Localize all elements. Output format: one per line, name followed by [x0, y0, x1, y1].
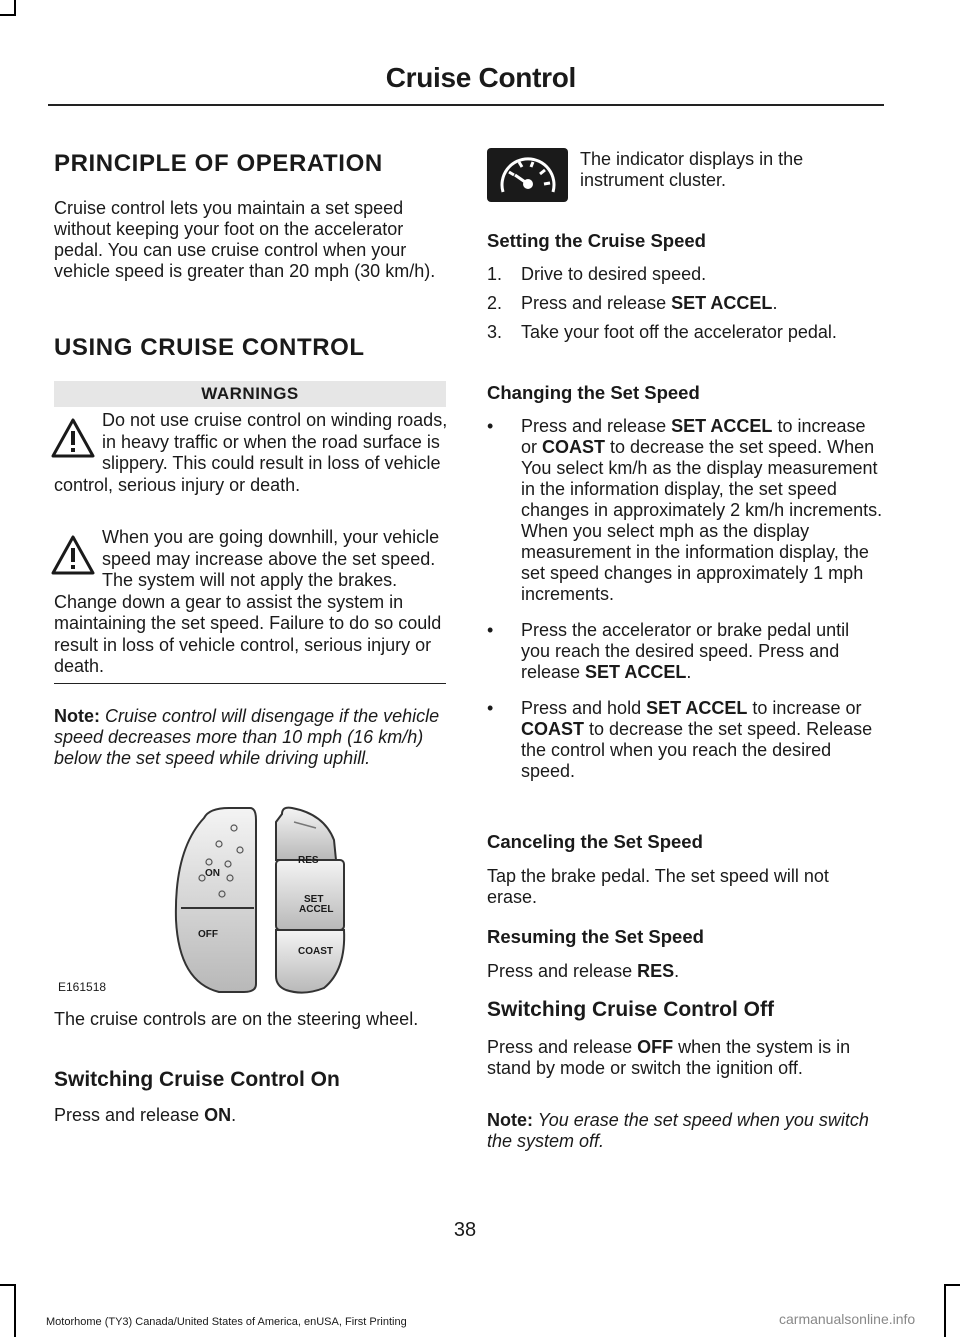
note-label: Note:: [487, 1110, 533, 1130]
off-heading: Switching Cruise Control Off: [487, 998, 774, 1021]
bullet-text: Press and release: [521, 416, 672, 436]
canceling-heading: Canceling the Set Speed: [487, 831, 703, 852]
switch-on-keyword: ON: [204, 1105, 232, 1125]
bullet-keyword: SET ACCEL: [671, 416, 773, 436]
warning-1-text: Do not use cruise control on winding roads, in heavy traffic or when the road surface is slippery. This could result in loss of vehicle control, serious injury or death.: [54, 410, 448, 495]
bullet-text: to decrease the set speed. When You select km/h as the display measurement in the information display, the set speed changes in approximately 2 km/h increments. When you select mph as the display measurement in the information display, the set speed changes in approximately 1 mph increments.: [521, 437, 883, 604]
note-text: Cruise control will disengage if the vehicle speed decreases more than 10 mph (16 km/h) below the set speed while driving uphill.: [54, 706, 440, 768]
warning-triangle-icon: [50, 416, 96, 462]
list-item: [487, 264, 883, 285]
off-keyword: OFF: [637, 1037, 674, 1057]
footer-text: Motorhome (TY3) Canada/United States of America, enUSA, First Printing: [46, 1316, 407, 1328]
crop-mark: [944, 1284, 960, 1286]
step-post: .: [772, 293, 778, 313]
warnings-end-rule: [54, 683, 446, 684]
crop-mark: [0, 1284, 16, 1286]
canceling-text: Tap the brake pedal. The set speed will not erase.: [487, 866, 829, 907]
bullet-mark: •: [487, 698, 494, 718]
note-label: Note:: [54, 706, 100, 726]
resuming-pre: Press and release: [487, 961, 638, 981]
crop-mark: [944, 1284, 946, 1337]
figure-label-coast: COAST: [298, 946, 333, 957]
cruise-controls-figure: [54, 800, 446, 1000]
bullet-keyword: SET ACCEL: [646, 698, 748, 718]
principle-text: Cruise control lets you maintain a set speed without keeping your foot on the accelerator pedal. You can use cruise control when your vehicle speed is greater than 20 mph (30 km/h).: [54, 198, 436, 281]
bullet-mark: •: [487, 416, 494, 436]
note-text: You erase the set speed when you switch the system off.: [487, 1110, 869, 1151]
resuming-heading: Resuming the Set Speed: [487, 926, 704, 947]
warning-1: [54, 410, 448, 496]
bullet-text: .: [686, 662, 692, 682]
note-right: [487, 1110, 883, 1152]
setting-steps: [487, 264, 883, 351]
figure-label-off: OFF: [198, 929, 218, 940]
figure-label-accel: ACCEL: [299, 904, 334, 915]
step-number: 2.: [487, 293, 503, 313]
list-item: [487, 416, 883, 605]
cruise-indicator-icon: [487, 148, 568, 202]
warnings-bar: WARNINGS: [54, 381, 446, 407]
list-item: [487, 322, 883, 343]
indicator-text: The indicator displays in the instrument cluster.: [580, 149, 804, 190]
resuming-text: [487, 961, 883, 982]
bullet-keyword: COAST: [521, 719, 584, 739]
bullet-text: Press the accelerator or brake pedal until you reach the desired speed. Press and release: [521, 620, 850, 682]
figure-label-set: SET: [304, 894, 324, 905]
switch-on-text: [54, 1105, 448, 1126]
figure-label-on: ON: [205, 868, 220, 879]
principle-heading: PRINCIPLE OF OPERATION: [54, 150, 383, 177]
page-number: 38: [453, 1219, 477, 1241]
bullet-text: Press and hold: [521, 698, 647, 718]
step-number: 3.: [487, 322, 503, 342]
page-header-title: Cruise Control: [385, 62, 576, 93]
step-keyword: SET ACCEL: [671, 293, 773, 313]
crop-mark: [14, 1284, 16, 1337]
changing-heading: Changing the Set Speed: [487, 382, 700, 403]
list-item: [487, 620, 883, 683]
list-item: [487, 293, 883, 314]
step-text: Take your foot off the accelerator pedal.: [521, 322, 837, 342]
off-pre: Press and release: [487, 1037, 638, 1057]
figure-label-res: RES: [298, 855, 319, 866]
switch-on-post: .: [231, 1105, 237, 1125]
header-rule: [48, 104, 884, 106]
watermark: carmanualsonline.info: [779, 1311, 916, 1327]
controls-text: The cruise controls are on the steering wheel.: [54, 1009, 419, 1029]
resuming-keyword: RES: [637, 961, 675, 981]
warning-2: [54, 527, 448, 678]
figure-code: E161518: [58, 980, 107, 994]
warning-triangle-icon: [50, 533, 96, 579]
bullet-text: to increase or: [747, 698, 862, 718]
crop-mark: [0, 14, 16, 16]
bullet-mark: •: [487, 620, 494, 640]
step-number: 1.: [487, 264, 503, 284]
switch-on-heading: Switching Cruise Control On: [54, 1068, 340, 1091]
warning-2-text: When you are going downhill, your vehicle speed may increase above the set speed. The system will not apply the brakes. Change down a gear to assist the system in maintaining the set speed. Failure to do so could result in loss of vehicle control, serious injury or death.: [54, 527, 442, 676]
bullet-text: to decrease the set speed. Release the control when you reach the desired speed.: [521, 719, 873, 781]
setting-heading: Setting the Cruise Speed: [487, 230, 706, 251]
changing-bullets: [487, 416, 883, 790]
off-post: when the system is in stand by mode or switch the ignition off.: [487, 1037, 851, 1078]
list-item: [487, 698, 883, 782]
off-text: [487, 1037, 883, 1079]
note-left: [54, 706, 448, 769]
bullet-keyword: SET ACCEL: [585, 662, 687, 682]
resuming-post: .: [674, 961, 680, 981]
bullet-text: to increase or: [521, 416, 866, 457]
step-text: Drive to desired speed.: [521, 264, 707, 284]
bullet-keyword: COAST: [542, 437, 606, 457]
step-text: Press and release: [521, 293, 672, 313]
switch-on-pre: Press and release: [54, 1105, 205, 1125]
using-heading: USING CRUISE CONTROL: [54, 334, 365, 361]
